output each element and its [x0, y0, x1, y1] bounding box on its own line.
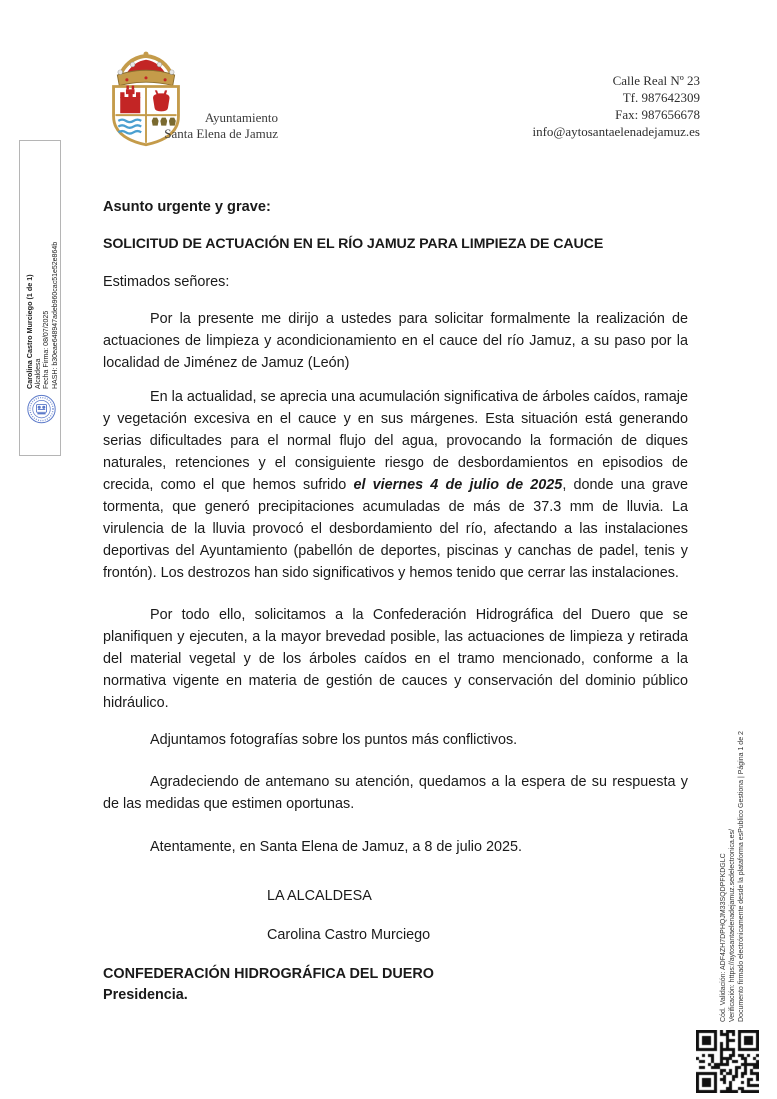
recipient-dept: Presidencia. — [103, 987, 188, 1003]
platform-note: Documento firmado electrónicamente desde la plataforma esPublico Gestiona | Página 1 de 2 — [738, 731, 746, 1022]
validation-sidebar — [719, 650, 747, 1022]
paragraph-3: Por todo ello, solicitamos a la Confederación Hidrográfica del Duero que se planifiquen y ejecuten, a la mayor brevedad posible, las actuaciones de limpieza y retirada del material vegetal y de los árboles caídos en el tramo mencionado, conforme a la normativa vigente en materia de gestión de cauces y conservación del dominio público hidráulico. — [103, 607, 688, 711]
paragraph-6: Atentamente, en Santa Elena de Jamuz, a 8 de julio 2025. — [150, 839, 523, 855]
subject-label: Asunto urgente y grave: — [103, 199, 271, 215]
contact-block — [440, 72, 700, 140]
validation-code: Cód. Validación: ADF4ZH7DPHQJM33SQDPFKDGLC — [720, 853, 727, 1022]
letter-title: SOLICITUD DE ACTUACIÓN EN EL RÍO JAMUZ PARA LIMPIEZA DE CAUCE — [103, 236, 604, 252]
official-seal-icon — [26, 393, 57, 427]
signature-sidebar — [19, 140, 61, 456]
signature-stamp-text — [26, 211, 60, 389]
signer-name: Carolina Castro Murciego (1 de 1) — [25, 274, 34, 389]
contact-address: Calle Real Nº 23 — [612, 73, 700, 88]
signature-date: Fecha Firma: 08/07/2025 — [43, 310, 51, 389]
p2-highlight-date: el viernes 4 de julio de 2025 — [353, 477, 563, 493]
recipient-org: CONFEDERACIÓN HIDROGRÁFICA DEL DUERO — [103, 966, 434, 982]
org-name-line2: Santa Elena de Jamuz — [164, 125, 278, 141]
paragraph-2 — [103, 386, 688, 584]
recipient-block — [103, 964, 688, 1006]
paragraph-5: Agradeciendo de antemano su atención, quedamos a la espera de su respuesta y de las medidas que estimen oportunas. — [103, 774, 688, 812]
signature-title: LA ALCALDESA — [267, 888, 372, 904]
qr-code — [696, 1030, 759, 1093]
verification-url: Verificación: https://aytosantaelenadejamuz.sedelectronica.es/ — [729, 828, 737, 1022]
contact-email: info@aytosantaelenadejamuz.es — [532, 124, 700, 139]
p2-text-before: En la actualidad, se aprecia una acumulación significativa de árboles caídos, ramaje y vegetación excesiva en el cauce y en sus márgenes. Esta situación está generando serias dificultades para el normal flujo del agua, provocando la formación de diques naturales, retenciones y el consiguiente riesgo de desbordamientos en episodios de crecida, como el que hemos sufrido — [103, 389, 688, 493]
paragraph-4: Adjuntamos fotografías sobre los puntos más conflictivos. — [150, 732, 518, 748]
p2-text-after: , donde una grave tormenta, que generó precipitaciones acumuladas de más de 37.3 mm de lluvia. La virulencia de la lluvia provocó el desbordamiento del río, afectando a las instalaciones deportivas del Ayuntamiento (pabellón de deportes, piscinas y canchas de padel, tenis y frontón). Los destrozos han sido significativos y hemos tenido que cerrar las instalaciones. — [103, 477, 688, 581]
paragraph-1: Por la presente me dirijo a ustedes para solicitar formalmente la realización de actuaciones de limpieza y acondicionamiento en el cauce del río Jamuz, a su paso por la localidad de Jiménez de Jamuz (León) — [103, 311, 688, 371]
salutation: Estimados señores: — [103, 274, 230, 290]
signature-name: Carolina Castro Murciego — [267, 927, 431, 943]
contact-fax: Fax: 987656678 — [615, 107, 700, 122]
contact-phone: Tf. 987642309 — [622, 90, 700, 105]
org-caption — [150, 110, 278, 141]
signature-hash: HASH: b30eae648947adeb960cac51e52e864b — [51, 241, 59, 389]
signer-role: Alcaldesa — [34, 358, 42, 389]
org-name-line1: Ayuntamiento — [204, 110, 278, 125]
letter-body — [103, 196, 688, 1006]
